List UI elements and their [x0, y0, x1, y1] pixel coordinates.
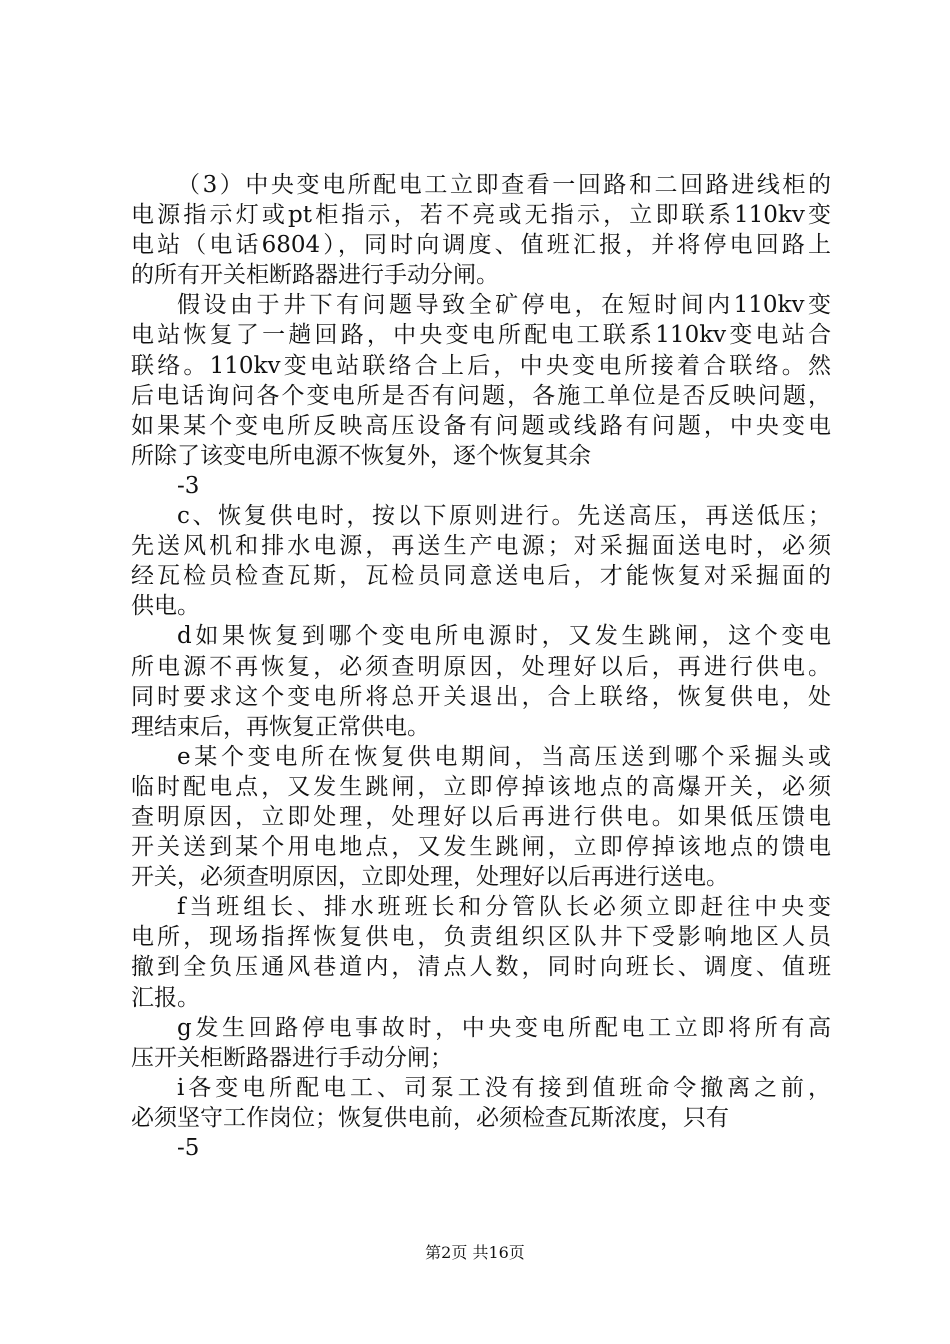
text-line: 后电话询问各个变电所是否有问题，各施工单位是否反映问题，	[131, 382, 831, 409]
text-line: 的所有开关柜断路器进行手动分闸。	[131, 262, 499, 289]
text-line: d如果恢复到哪个变电所电源时，又发生跳闸，这个变电	[177, 623, 831, 650]
text-line: 压开关柜断路器进行手动分闸；	[131, 1044, 453, 1071]
text-line: 汇报。	[131, 984, 200, 1011]
text-line: 电站（电话6804），同时向调度、值班汇报，并将停电回路上	[131, 232, 831, 259]
text-line: e某个变电所在恢复供电期间，当高压送到哪个采掘头或	[177, 743, 831, 770]
text-line: 查明原因，立即处理，处理好以后再进行供电。如果低压馈电	[131, 803, 831, 830]
text-line: f当班组长、排水班班长和分管队长必须立即赶往中央变	[177, 894, 831, 921]
page-footer: 第2页 共16页	[425, 1243, 525, 1262]
text-line: 必须坚守工作岗位；恢复供电前，必须检查瓦斯浓度，只有	[131, 1104, 729, 1131]
text-line: -3	[177, 472, 200, 499]
text-line: 所电源不再恢复，必须查明原因，处理好以后，再进行供电。	[131, 653, 831, 680]
text-line: 临时配电点，又发生跳闸，立即停掉该地点的高爆开关，必须	[131, 773, 831, 800]
text-line: 理结束后，再恢复正常供电。	[131, 713, 430, 740]
text-line: （3）中央变电所配电工立即查看一回路和二回路进线柜的	[177, 172, 831, 198]
text-line: 同时要求这个变电所将总开关退出，合上联络，恢复供电，处	[131, 683, 831, 710]
text-line: 联络。110kv变电站联络合上后，中央变电所接着合联络。然	[131, 352, 831, 379]
text-line: 电站恢复了一趟回路，中央变电所配电工联系110kv变电站合	[131, 322, 831, 349]
text-line: 所除了该变电所电源不恢复外，逐个恢复其余	[131, 442, 591, 469]
text-line: 电源指示灯或pt柜指示，若不亮或无指示，立即联系110kv变	[131, 202, 831, 229]
text-line: 供电。	[131, 593, 200, 620]
text-line: 先送风机和排水电源，再送生产电源；对采掘面送电时，必须	[131, 533, 831, 560]
text-line: 电所，现场指挥恢复供电，负责组织区队井下受影响地区人员	[131, 924, 831, 951]
text-line: 如果某个变电所反映高压设备有问题或线路有问题，中央变电	[131, 412, 831, 439]
text-line: 经瓦检员检查瓦斯，瓦检员同意送电后，才能恢复对采掘面的	[131, 563, 831, 590]
text-line: i各变电所配电工、司泵工没有接到值班命令撤离之前，	[177, 1074, 831, 1101]
text-line: 开关，必须查明原因，立即处理，处理好以后再进行送电。	[131, 864, 729, 891]
text-line: g发生回路停电事故时，中央变电所配电工立即将所有高	[177, 1014, 831, 1041]
text-line: -5	[177, 1135, 200, 1161]
text-line: c、恢复供电时，按以下原则进行。先送高压，再送低压；	[177, 503, 831, 530]
text-line: 假设由于井下有问题导致全矿停电，在短时间内110kv变	[177, 292, 831, 319]
text-line: 开关送到某个用电地点，又发生跳闸，立即停掉该地点的馈电	[131, 834, 831, 861]
body-text	[131, 170, 831, 1163]
text-line: 撤到全负压通风巷道内，清点人数，同时向班长、调度、值班	[131, 954, 831, 981]
